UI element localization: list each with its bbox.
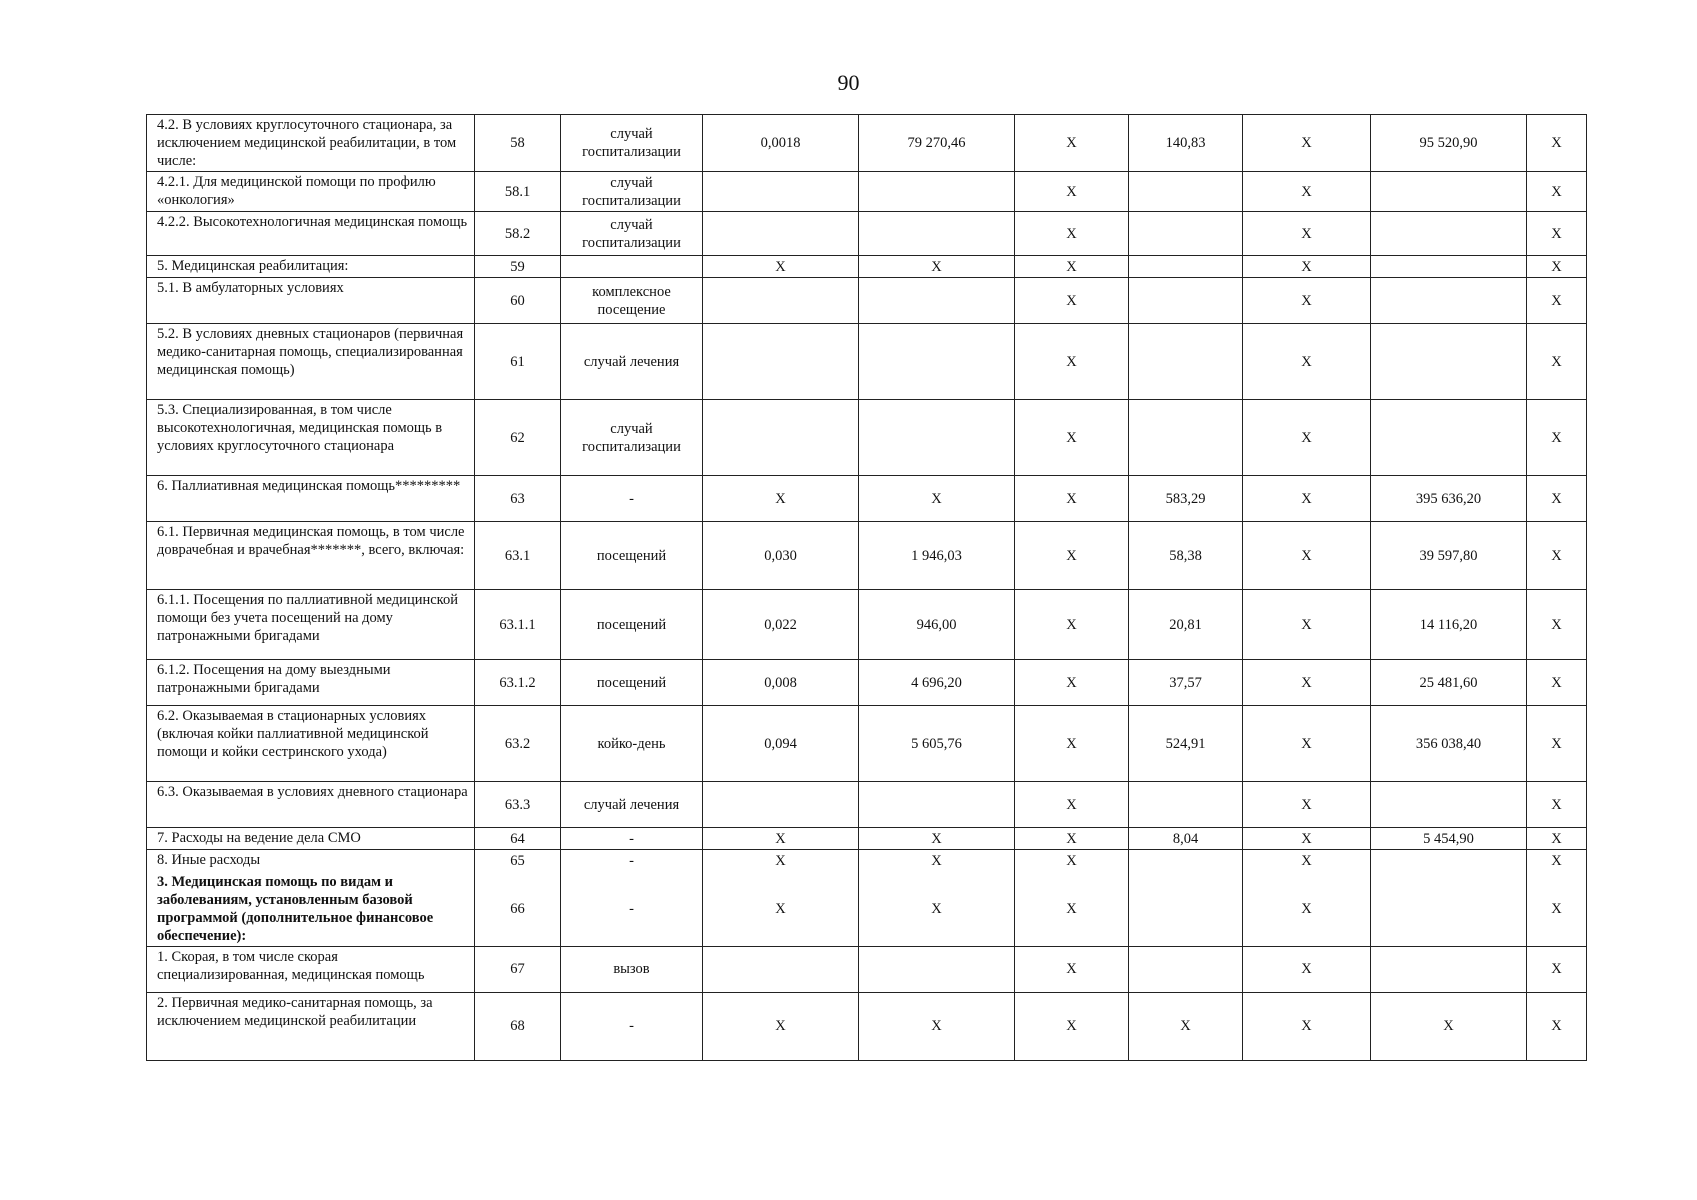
row-norm xyxy=(703,212,859,256)
page-number: 90 xyxy=(837,70,860,95)
row-col10: X xyxy=(1527,828,1587,850)
row-line-number: 58.2 xyxy=(475,212,561,256)
row-cost: X xyxy=(859,828,1015,850)
table-row xyxy=(147,172,1587,212)
row-col6: X xyxy=(1015,782,1129,828)
row-unit: - xyxy=(561,992,703,1060)
row-col6: X xyxy=(1015,706,1129,782)
row-col6: X xyxy=(1015,400,1129,476)
row-col10: X xyxy=(1527,850,1587,872)
row-col10: X xyxy=(1527,522,1587,590)
row-col9 xyxy=(1371,850,1527,872)
row-cost xyxy=(859,324,1015,400)
row-norm xyxy=(703,278,859,324)
row-col7 xyxy=(1129,946,1243,992)
table-row xyxy=(147,660,1587,706)
row-name: 6.1.2. Посещения на дому выездными патронажными бригадами xyxy=(147,660,475,706)
row-line-number: 63 xyxy=(475,476,561,522)
row-line-number: 64 xyxy=(475,828,561,850)
row-norm xyxy=(703,324,859,400)
row-col6: X xyxy=(1015,522,1129,590)
row-col6: X xyxy=(1015,324,1129,400)
row-col10: X xyxy=(1527,172,1587,212)
row-line-number: 60 xyxy=(475,278,561,324)
row-col10: X xyxy=(1527,660,1587,706)
table-row xyxy=(147,872,1587,947)
row-name: 3. Медицинская помощь по видам и заболеваниям, установленным базовой программой (дополнительное финансовое обеспечение): xyxy=(147,872,475,947)
row-col8: X xyxy=(1243,946,1371,992)
row-cost xyxy=(859,946,1015,992)
row-col6: X xyxy=(1015,828,1129,850)
row-col6: X xyxy=(1015,212,1129,256)
row-col8: X xyxy=(1243,212,1371,256)
row-line-number: 63.2 xyxy=(475,706,561,782)
row-cost: 1 946,03 xyxy=(859,522,1015,590)
row-cost xyxy=(859,172,1015,212)
row-col6: X xyxy=(1015,992,1129,1060)
row-col8: X xyxy=(1243,590,1371,660)
table-row xyxy=(147,256,1587,278)
row-unit: койко-день xyxy=(561,706,703,782)
row-col10: X xyxy=(1527,212,1587,256)
row-col8: X xyxy=(1243,476,1371,522)
row-name: 4.2.1. Для медицинской помощи по профилю «онкология» xyxy=(147,172,475,212)
row-col9 xyxy=(1371,782,1527,828)
row-name: 6. Паллиативная медицинская помощь********* xyxy=(147,476,475,522)
row-col10: X xyxy=(1527,256,1587,278)
row-col10: X xyxy=(1527,872,1587,947)
row-col9: 25 481,60 xyxy=(1371,660,1527,706)
row-unit: случай госпитализации xyxy=(561,115,703,172)
row-unit: комплексное посещение xyxy=(561,278,703,324)
row-cost: 79 270,46 xyxy=(859,115,1015,172)
row-line-number: 59 xyxy=(475,256,561,278)
row-col8: X xyxy=(1243,115,1371,172)
row-name: 4.2.2. Высокотехнологичная медицинская помощь xyxy=(147,212,475,256)
row-col10: X xyxy=(1527,400,1587,476)
row-col6: X xyxy=(1015,256,1129,278)
row-col9 xyxy=(1371,256,1527,278)
table-row xyxy=(147,590,1587,660)
table-row xyxy=(147,476,1587,522)
row-norm xyxy=(703,172,859,212)
row-name: 6.1. Первичная медицинская помощь, в том числе доврачебная и врачебная*******, всего, включая: xyxy=(147,522,475,590)
row-name: 2. Первичная медико-санитарная помощь, за исключением медицинской реабилитации xyxy=(147,992,475,1060)
row-col10: X xyxy=(1527,115,1587,172)
row-col8: X xyxy=(1243,256,1371,278)
row-cost xyxy=(859,278,1015,324)
row-col8: X xyxy=(1243,400,1371,476)
row-name: 7. Расходы на ведение дела СМО xyxy=(147,828,475,850)
row-name: 5.3. Специализированная, в том числе высокотехнологичная, медицинская помощь в условиях круглосуточного стационара xyxy=(147,400,475,476)
table-row xyxy=(147,278,1587,324)
row-cost: X xyxy=(859,256,1015,278)
row-col10: X xyxy=(1527,324,1587,400)
row-col8: X xyxy=(1243,324,1371,400)
table-row xyxy=(147,522,1587,590)
row-norm: 0,094 xyxy=(703,706,859,782)
row-unit: случай госпитализации xyxy=(561,212,703,256)
row-col6: X xyxy=(1015,115,1129,172)
row-unit: - xyxy=(561,476,703,522)
row-name: 5. Медицинская реабилитация: xyxy=(147,256,475,278)
row-line-number: 63.1.2 xyxy=(475,660,561,706)
row-cost: X xyxy=(859,476,1015,522)
row-col10: X xyxy=(1527,782,1587,828)
row-name: 6.1.1. Посещения по паллиативной медицинской помощи без учета посещений на дому патронажными бригадами xyxy=(147,590,475,660)
table-row xyxy=(147,828,1587,850)
row-col10: X xyxy=(1527,992,1587,1060)
row-cost: 4 696,20 xyxy=(859,660,1015,706)
row-cost: X xyxy=(859,850,1015,872)
row-cost xyxy=(859,212,1015,256)
row-line-number: 63.3 xyxy=(475,782,561,828)
row-col8: X xyxy=(1243,660,1371,706)
row-col7: 140,83 xyxy=(1129,115,1243,172)
row-col8: X xyxy=(1243,872,1371,947)
table-row xyxy=(147,946,1587,992)
row-cost: 946,00 xyxy=(859,590,1015,660)
row-col9: 356 038,40 xyxy=(1371,706,1527,782)
row-line-number: 66 xyxy=(475,872,561,947)
row-col7 xyxy=(1129,278,1243,324)
row-norm: X xyxy=(703,476,859,522)
row-col7 xyxy=(1129,872,1243,947)
row-col6: X xyxy=(1015,476,1129,522)
row-col9: 14 116,20 xyxy=(1371,590,1527,660)
row-col7 xyxy=(1129,782,1243,828)
row-col7 xyxy=(1129,850,1243,872)
row-col7: 20,81 xyxy=(1129,590,1243,660)
row-cost: 5 605,76 xyxy=(859,706,1015,782)
row-norm: X xyxy=(703,256,859,278)
row-name: 5.2. В условиях дневных стационаров (первичная медико-санитарная помощь, специализированная медицинская помощь) xyxy=(147,324,475,400)
row-col8: X xyxy=(1243,706,1371,782)
row-col10: X xyxy=(1527,706,1587,782)
row-col9 xyxy=(1371,946,1527,992)
row-col8: X xyxy=(1243,782,1371,828)
row-unit: - xyxy=(561,872,703,947)
row-col9 xyxy=(1371,278,1527,324)
data-table xyxy=(146,114,1587,1061)
row-norm xyxy=(703,400,859,476)
row-col7: 37,57 xyxy=(1129,660,1243,706)
row-norm xyxy=(703,946,859,992)
row-name: 6.2. Оказываемая в стационарных условиях (включая койки паллиативной медицинской помощи и койки сестринского ухода) xyxy=(147,706,475,782)
row-col9: 395 636,20 xyxy=(1371,476,1527,522)
row-unit: - xyxy=(561,828,703,850)
row-col9 xyxy=(1371,400,1527,476)
row-col7: 8,04 xyxy=(1129,828,1243,850)
row-norm: X xyxy=(703,872,859,947)
row-col9: X xyxy=(1371,992,1527,1060)
row-unit: посещений xyxy=(561,522,703,590)
row-norm: 0,022 xyxy=(703,590,859,660)
row-cost xyxy=(859,782,1015,828)
row-unit: случай лечения xyxy=(561,782,703,828)
row-col6: X xyxy=(1015,946,1129,992)
row-col8: X xyxy=(1243,828,1371,850)
row-col7: 58,38 xyxy=(1129,522,1243,590)
row-norm: 0,0018 xyxy=(703,115,859,172)
row-unit: - xyxy=(561,850,703,872)
row-cost: X xyxy=(859,872,1015,947)
table-row xyxy=(147,212,1587,256)
row-col10: X xyxy=(1527,278,1587,324)
row-line-number: 62 xyxy=(475,400,561,476)
row-col7: X xyxy=(1129,992,1243,1060)
row-name: 1. Скорая, в том числе скорая специализированная, медицинская помощь xyxy=(147,946,475,992)
row-col7 xyxy=(1129,212,1243,256)
row-name: 6.3. Оказываемая в условиях дневного стационара xyxy=(147,782,475,828)
row-col7 xyxy=(1129,400,1243,476)
table-row xyxy=(147,115,1587,172)
row-col9: 5 454,90 xyxy=(1371,828,1527,850)
row-col9: 95 520,90 xyxy=(1371,115,1527,172)
row-norm: 0,030 xyxy=(703,522,859,590)
row-col9 xyxy=(1371,324,1527,400)
row-col9 xyxy=(1371,872,1527,947)
row-line-number: 63.1.1 xyxy=(475,590,561,660)
row-col6: X xyxy=(1015,172,1129,212)
row-unit: вызов xyxy=(561,946,703,992)
table-row xyxy=(147,782,1587,828)
row-col6: X xyxy=(1015,278,1129,324)
row-col9: 39 597,80 xyxy=(1371,522,1527,590)
row-line-number: 61 xyxy=(475,324,561,400)
row-line-number: 58 xyxy=(475,115,561,172)
row-col8: X xyxy=(1243,992,1371,1060)
row-norm: X xyxy=(703,992,859,1060)
row-norm xyxy=(703,782,859,828)
row-name: 8. Иные расходы xyxy=(147,850,475,872)
row-norm: X xyxy=(703,828,859,850)
row-unit: случай госпитализации xyxy=(561,400,703,476)
row-col8: X xyxy=(1243,172,1371,212)
row-line-number: 68 xyxy=(475,992,561,1060)
row-line-number: 58.1 xyxy=(475,172,561,212)
table-body xyxy=(147,115,1587,1061)
row-col9 xyxy=(1371,212,1527,256)
row-col8: X xyxy=(1243,278,1371,324)
row-col8: X xyxy=(1243,850,1371,872)
row-norm: 0,008 xyxy=(703,660,859,706)
table-row xyxy=(147,400,1587,476)
row-cost: X xyxy=(859,992,1015,1060)
row-col7 xyxy=(1129,256,1243,278)
row-col9 xyxy=(1371,172,1527,212)
table-row xyxy=(147,706,1587,782)
row-col6: X xyxy=(1015,872,1129,947)
row-norm: X xyxy=(703,850,859,872)
row-line-number: 65 xyxy=(475,850,561,872)
row-line-number: 63.1 xyxy=(475,522,561,590)
row-line-number: 67 xyxy=(475,946,561,992)
row-col7: 583,29 xyxy=(1129,476,1243,522)
row-name: 5.1. В амбулаторных условиях xyxy=(147,278,475,324)
row-col7: 524,91 xyxy=(1129,706,1243,782)
row-cost xyxy=(859,400,1015,476)
row-col10: X xyxy=(1527,590,1587,660)
row-col7 xyxy=(1129,324,1243,400)
table-row xyxy=(147,850,1587,872)
row-col6: X xyxy=(1015,660,1129,706)
row-unit: посещений xyxy=(561,590,703,660)
row-col10: X xyxy=(1527,476,1587,522)
row-unit: посещений xyxy=(561,660,703,706)
row-col6: X xyxy=(1015,590,1129,660)
table-row xyxy=(147,324,1587,400)
row-unit xyxy=(561,256,703,278)
row-unit: случай госпитализации xyxy=(561,172,703,212)
row-unit: случай лечения xyxy=(561,324,703,400)
row-col6: X xyxy=(1015,850,1129,872)
table-row xyxy=(147,992,1587,1060)
row-name: 4.2. В условиях круглосуточного стационара, за исключением медицинской реабилитации, в том числе: xyxy=(147,115,475,172)
row-col7 xyxy=(1129,172,1243,212)
row-col8: X xyxy=(1243,522,1371,590)
row-col10: X xyxy=(1527,946,1587,992)
